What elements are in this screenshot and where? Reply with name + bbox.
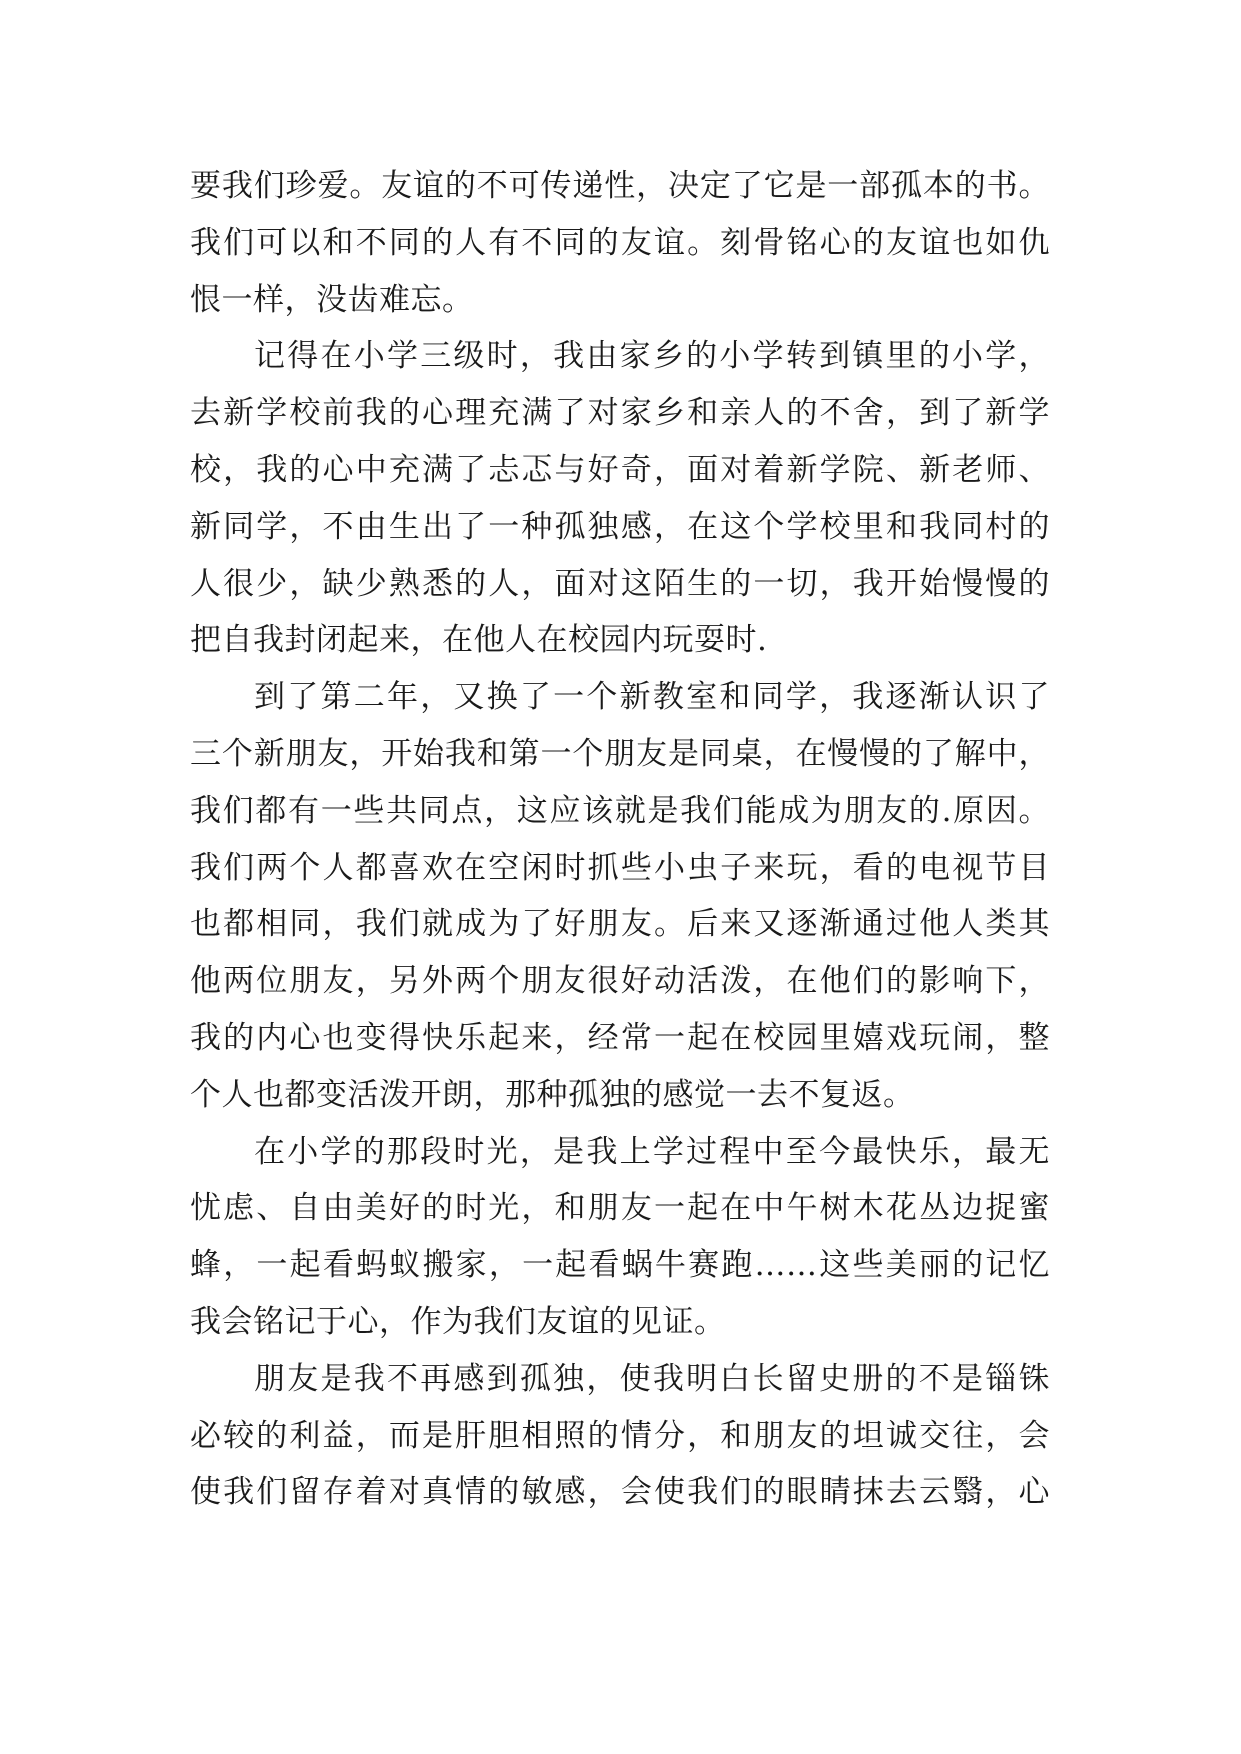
text-line: 他两位朋友，另外两个朋友很好动活泼，在他们的影响下， <box>190 963 1050 1000</box>
text-line: 也都相同，我们就成为了好朋友。后来又逐渐通过他人类其 <box>190 906 1050 943</box>
text-line: 必较的利益，而是肝胆相照的情分，和朋友的坦诚交往，会 <box>190 1417 1050 1454</box>
paragraph-1 <box>190 158 1050 328</box>
paragraph-2 <box>190 328 1050 669</box>
text-line: 忧虑、自由美好的时光，和朋友一起在中午树木花丛边捉蜜 <box>190 1190 1050 1227</box>
text-line: 三个新朋友，开始我和第一个朋友是同桌，在慢慢的了解中， <box>190 735 1050 772</box>
paragraph-3 <box>190 669 1050 1123</box>
text-line: 校，我的心中充满了忐忑与好奇，面对着新学院、新老师、 <box>190 451 1050 488</box>
text-line: 我们可以和不同的人有不同的友谊。刻骨铭心的友谊也如仇 <box>190 224 1050 261</box>
text-line: 到了第二年，又换了一个新教室和同学，我逐渐认识了 <box>254 679 1050 716</box>
text-line: 记得在小学三级时，我由家乡的小学转到镇里的小学， <box>254 338 1050 375</box>
text-line: 我们两个人都喜欢在空闲时抓些小虫子来玩，看的电视节目 <box>190 849 1050 886</box>
text-line: 蜂，一起看蚂蚁搬家，一起看蜗牛赛跑……这些美丽的记忆 <box>190 1247 1050 1284</box>
paragraph-5 <box>190 1351 1050 1521</box>
text-line: 新同学，不由生出了一种孤独感，在这个学校里和我同村的 <box>190 508 1050 545</box>
text-line: 去新学校前我的心理充满了对家乡和亲人的不舍，到了新学 <box>190 395 1050 432</box>
text-line: 我的内心也变得快乐起来，经常一起在校园里嬉戏玩闹，整 <box>190 1019 1050 1056</box>
text-line: 人很少，缺少熟悉的人，面对这陌生的一切，我开始慢慢的 <box>190 565 1050 602</box>
text-line: 在小学的那段时光，是我上学过程中至今最快乐，最无 <box>254 1133 1050 1170</box>
body-text <box>190 158 1050 1521</box>
text-line: 使我们留存着对真情的敏感，会使我们的眼睛抹去云翳，心 <box>190 1474 1050 1511</box>
text-line: 恨一样，没齿难忘。 <box>190 281 474 318</box>
text-line: 我们都有一些共同点，这应该就是我们能成为朋友的.原因。 <box>190 792 1050 829</box>
text-line: 我会铭记于心，作为我们友谊的见证。 <box>190 1303 726 1340</box>
text-line: 个人也都变活泼开朗，那种孤独的感觉一去不复返。 <box>190 1076 915 1113</box>
text-line: 把自我封闭起来，在他人在校园内玩耍时. <box>190 622 768 659</box>
text-line: 朋友是我不再感到孤独，使我明白长留史册的不是锱铢 <box>254 1360 1050 1397</box>
paragraph-4 <box>190 1124 1050 1351</box>
text-line: 要我们珍爱。友谊的不可传递性，决定了它是一部孤本的书。 <box>190 168 1050 204</box>
